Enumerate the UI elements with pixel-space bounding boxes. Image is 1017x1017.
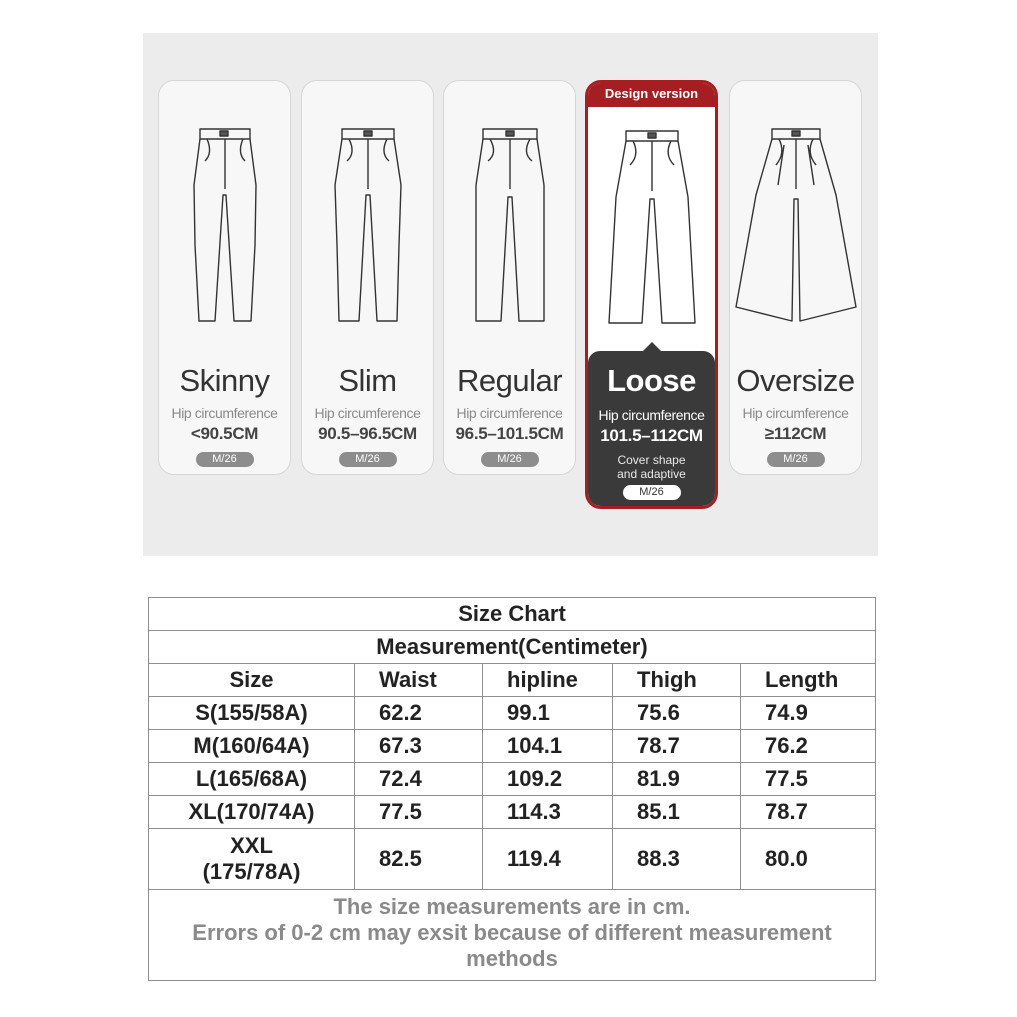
hipline-cell: 119.4 <box>483 829 613 890</box>
hip-range: <90.5CM <box>190 424 259 443</box>
skinny-pants-icon <box>185 125 265 335</box>
hip-label: Hip circumference <box>598 407 705 423</box>
table-note-row <box>149 890 876 981</box>
thigh-cell: 75.6 <box>613 697 741 730</box>
hip-label: Hip circumference <box>456 405 563 421</box>
hip-range: 96.5–101.5CM <box>455 424 564 443</box>
waist-cell: 67.3 <box>355 730 483 763</box>
table-row <box>149 796 876 829</box>
length-cell: 74.9 <box>741 697 876 730</box>
column-header-hipline: hipline <box>483 664 613 697</box>
note-line1: The size measurements are in cm. <box>333 894 691 919</box>
thigh-cell: 88.3 <box>613 829 741 890</box>
table-row <box>149 631 876 664</box>
table-row <box>149 829 876 890</box>
size-cell <box>149 829 355 890</box>
thigh-cell: 85.1 <box>613 796 741 829</box>
length-cell: 77.5 <box>741 763 876 796</box>
size-tag: M/26 <box>339 452 397 467</box>
length-cell: 78.7 <box>741 796 876 829</box>
fit-card-loose <box>585 80 718 509</box>
table-header-row <box>149 664 876 697</box>
column-header-thigh: Thigh <box>613 664 741 697</box>
fit-note-line2: and adaptive <box>617 467 686 481</box>
fit-name: Regular <box>456 363 563 398</box>
design-version-badge: Design version <box>588 83 715 107</box>
regular-pants-icon <box>470 125 550 335</box>
fit-comparison-panel <box>143 33 878 556</box>
fit-name: Slim <box>338 363 397 398</box>
fit-note-line1: Cover shape <box>617 453 686 467</box>
column-header-length: Length <box>741 664 876 697</box>
waist-cell: 77.5 <box>355 796 483 829</box>
fit-card-oversize <box>729 80 862 475</box>
hip-range: 101.5–112CM <box>600 426 703 445</box>
pointer-arrow <box>643 342 661 351</box>
hip-label: Hip circumference <box>171 405 278 421</box>
size-cell: M(160/64A) <box>149 730 355 763</box>
size-cell: XL(170/74A) <box>149 796 355 829</box>
size-chart-title: Size Chart <box>149 598 876 631</box>
hipline-cell: 99.1 <box>483 697 613 730</box>
waist-cell: 62.2 <box>355 697 483 730</box>
hip-range: ≥112CM <box>764 424 827 443</box>
size-tag: M/26 <box>481 452 539 467</box>
table-row <box>149 697 876 730</box>
note-line2: Errors of 0-2 cm may exsit because of different measurement methods <box>192 920 832 971</box>
thigh-cell: 81.9 <box>613 763 741 796</box>
table-row <box>149 598 876 631</box>
hip-range: 90.5–96.5CM <box>318 424 417 443</box>
size-line2: (175/78A) <box>202 859 301 884</box>
loose-pants-icon <box>602 127 702 337</box>
size-cell: S(155/58A) <box>149 697 355 730</box>
size-tag: M/26 <box>196 452 254 467</box>
fit-name: Oversize <box>736 363 855 398</box>
hipline-cell: 114.3 <box>483 796 613 829</box>
fit-name: Skinny <box>179 363 270 398</box>
column-header-size: Size <box>149 664 355 697</box>
thigh-cell: 78.7 <box>613 730 741 763</box>
size-tag: M/26 <box>623 485 681 500</box>
fit-card-regular <box>443 80 576 475</box>
slim-pants-icon <box>328 125 408 335</box>
measurement-note <box>149 890 876 981</box>
length-cell: 76.2 <box>741 730 876 763</box>
table-row <box>149 763 876 796</box>
fit-card-slim <box>301 80 434 475</box>
waist-cell: 72.4 <box>355 763 483 796</box>
length-cell: 80.0 <box>741 829 876 890</box>
size-line1: XXL <box>230 833 273 858</box>
fit-note <box>588 453 715 481</box>
fit-card-skinny <box>158 80 291 475</box>
hipline-cell: 104.1 <box>483 730 613 763</box>
size-chart-table <box>148 597 876 981</box>
oversize-pants-icon <box>732 125 860 335</box>
column-header-waist: Waist <box>355 664 483 697</box>
hip-label: Hip circumference <box>314 405 421 421</box>
size-tag: M/26 <box>767 452 825 467</box>
fit-name: Loose <box>607 363 696 398</box>
table-row <box>149 730 876 763</box>
size-chart-subtitle: Measurement(Centimeter) <box>149 631 876 664</box>
size-cell: L(165/68A) <box>149 763 355 796</box>
hip-label: Hip circumference <box>742 405 849 421</box>
waist-cell: 82.5 <box>355 829 483 890</box>
hipline-cell: 109.2 <box>483 763 613 796</box>
